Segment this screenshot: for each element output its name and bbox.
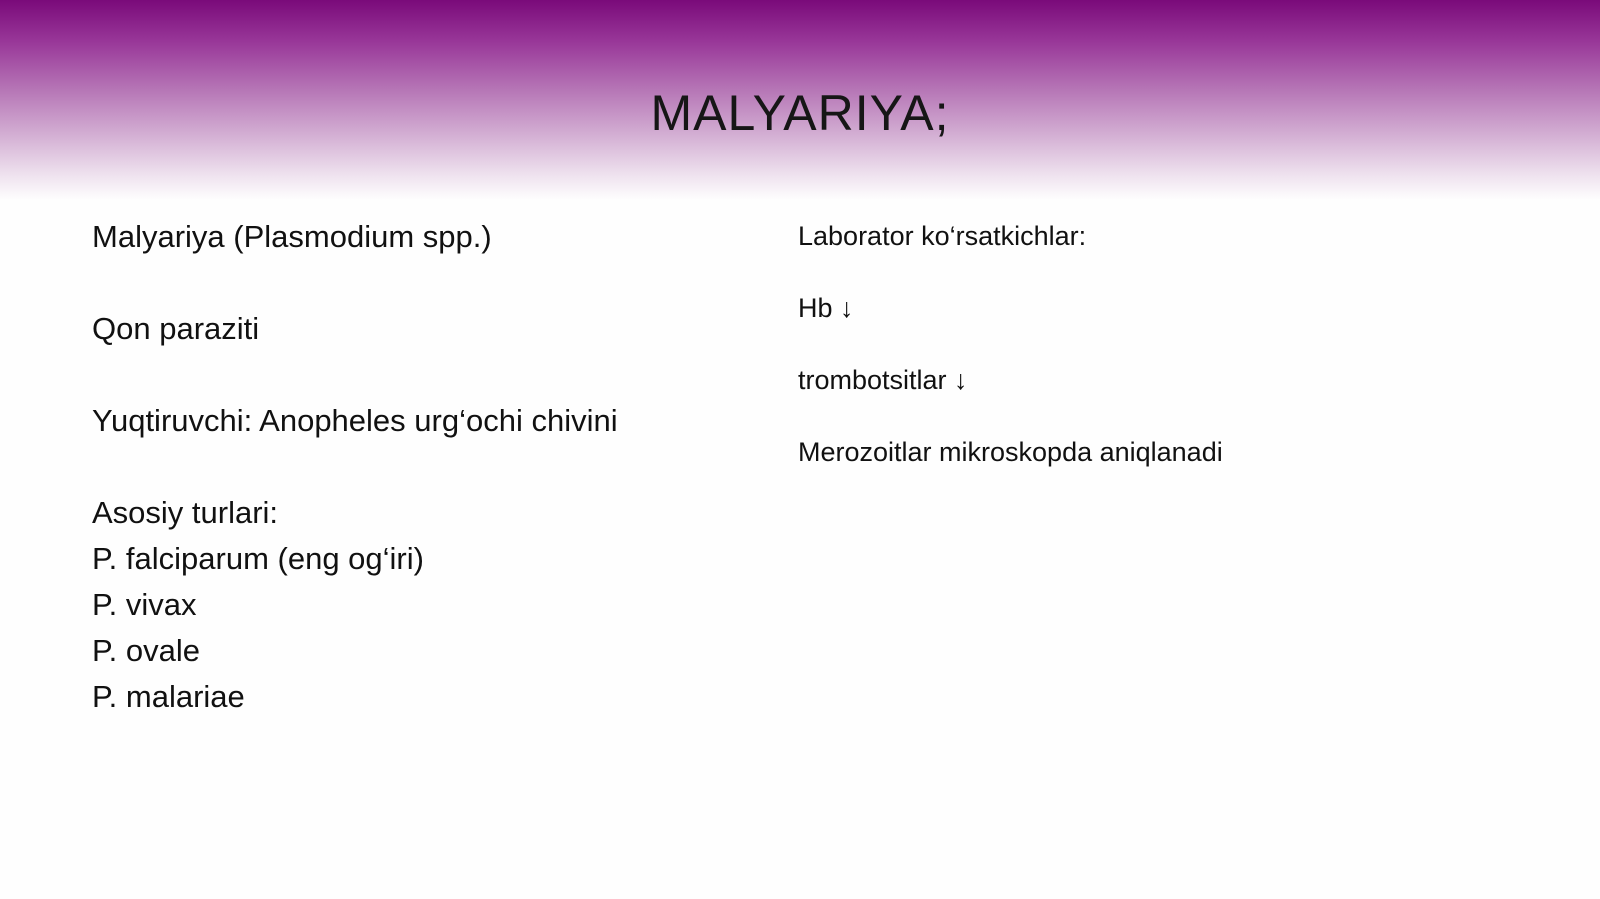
main-types-heading: Asosiy turlari: [92, 495, 279, 530]
lab-indicators-heading: Laborator ko‘rsatkichlar: [798, 221, 1087, 251]
right-text-column [798, 214, 1518, 502]
type-list-item: P. falciparum (eng og‘iri) [92, 541, 424, 576]
lab-indicator-item: Hb ↓ [798, 293, 854, 323]
paragraph-gap [92, 260, 772, 306]
type-list-item: P. malariae [92, 679, 245, 714]
left-text-column [92, 214, 772, 720]
definition-text: Malyariya (Plasmodium spp.) [92, 219, 492, 254]
slide-title: MALYARIYA; [650, 85, 950, 141]
lab-indicator-item: trombotsitlar ↓ [798, 365, 968, 395]
type-list-item: P. vivax [92, 587, 197, 622]
vector-text: Yuqtiruvchi: Anopheles urg‘ochi chivini [92, 403, 618, 438]
paragraph-gap [92, 352, 772, 398]
paragraph-gap [92, 444, 772, 490]
lab-indicator-item: Merozoitlar mikroskopda aniqlanadi [798, 437, 1223, 467]
type-list-item: P. ovale [92, 633, 201, 668]
parasite-type-text: Qon paraziti [92, 311, 260, 346]
